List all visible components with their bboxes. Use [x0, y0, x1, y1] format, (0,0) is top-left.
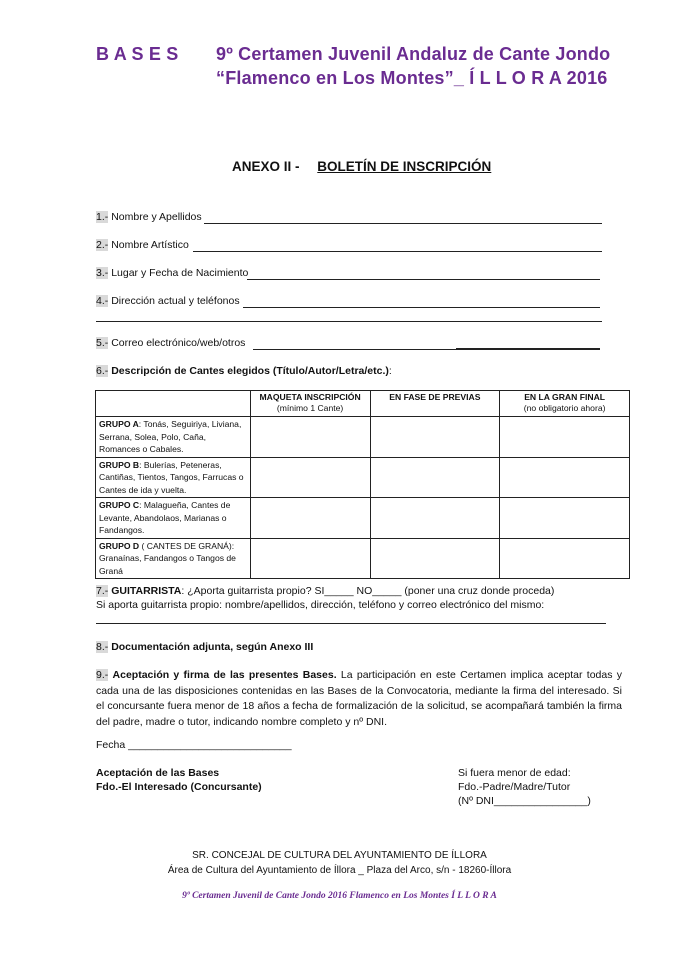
- field-5-number: 5.-: [96, 337, 109, 349]
- signature-left-2: Fdo.-El Interesado (Concursante): [96, 781, 262, 793]
- fecha-field[interactable]: Fecha ____________________________: [96, 739, 292, 751]
- cantes-table: [95, 390, 630, 579]
- field-2-input-line[interactable]: [193, 251, 602, 252]
- field-3: [96, 267, 248, 279]
- col-2-title: EN FASE DE PREVIAS: [389, 392, 481, 402]
- signature-right-3[interactable]: (Nº DNI________________): [458, 795, 591, 807]
- table-row: [96, 417, 630, 458]
- group-b-cell: [96, 457, 251, 498]
- group-a-sep: :: [138, 419, 142, 429]
- group-d-maqueta-cell[interactable]: [250, 538, 370, 579]
- group-a-maqueta-cell[interactable]: [250, 417, 370, 458]
- group-b-desc: Bulerías, Peteneras, Cantiñas, Tientos, Tangos, Farrucas o Cantes de ida y vuelta.: [99, 459, 244, 495]
- group-a-cell: [96, 417, 251, 458]
- section-7-text1: : ¿Aporta guitarrista propio? SI_____ NO_____ (poner una cruz donde proceda): [181, 585, 555, 597]
- group-c-desc: Malagueña, Cantes de Levante, Abandolaos, Marianas o Fandangos.: [99, 500, 231, 535]
- section-7-input-line[interactable]: [96, 623, 606, 624]
- table-header-empty: [96, 391, 251, 417]
- group-a-final-cell[interactable]: [500, 417, 630, 458]
- field-2-label: Nombre Artístico: [111, 239, 189, 251]
- group-b-name: GRUPO B: [99, 459, 140, 470]
- field-4-input-line-2[interactable]: [96, 321, 602, 322]
- col-1-sub: (mínimo 1 Cante): [276, 403, 344, 413]
- group-c-maqueta-cell[interactable]: [250, 498, 370, 539]
- section-9: [96, 668, 622, 730]
- field-1-number: 1.-: [96, 211, 109, 223]
- field-4-label: Dirección actual y teléfonos: [111, 295, 240, 307]
- section-8-number: 8.-: [96, 641, 109, 653]
- field-5-input-line-bold: [456, 348, 600, 350]
- field-2: [96, 239, 189, 251]
- signature-left-1: Aceptación de las Bases: [96, 767, 220, 779]
- group-b-sep: :: [139, 459, 142, 470]
- section-9-label: Aceptación y firma de las presentes Bases.: [112, 669, 337, 681]
- signature-right-2: Fdo.-Padre/Madre/Tutor: [458, 781, 571, 793]
- section-8: [96, 641, 313, 653]
- field-4-input-line[interactable]: [243, 307, 600, 308]
- group-d-name: GRUPO D: [99, 540, 140, 551]
- group-c-sep: :: [139, 500, 142, 510]
- section-9-text: La participación en este Certamen implica aceptar todas y cada una de las disposiciones contenidas en las Bases de la Convocatoria, mediante la firma del interesado. Si el concursante fuera menor de 18 años a fecha de formalización de la solicitud, se acompañará también la firma del padre, madre o tutor, indicando nombre completo y nº DNI.: [96, 669, 622, 728]
- group-d-sep: ( CANTES DE GRANÁ):: [139, 540, 235, 551]
- table-header-maqueta: [250, 391, 370, 417]
- table-row: [96, 498, 630, 539]
- header-title-line1: 9º Certamen Juvenil Andaluz de Cante Jondo: [216, 44, 611, 64]
- col-3-sub: (no obligatorio ahora): [523, 403, 606, 413]
- section-6-number: 6.-: [96, 365, 109, 377]
- table-header-previas: [370, 391, 500, 417]
- annex-prefix: ANEXO II -: [232, 159, 300, 174]
- field-5: [96, 337, 245, 349]
- section-7-number: 7.-: [96, 585, 109, 597]
- annex-title: [232, 159, 491, 174]
- table-header-row: [96, 391, 630, 417]
- group-d-final-cell[interactable]: [500, 538, 630, 579]
- section-7-text2: Si aporta guitarrista propio: nombre/apellidos, dirección, teléfono y correo electrónico del mismo:: [96, 599, 545, 611]
- field-1: [96, 211, 202, 223]
- group-d-cell: [96, 538, 251, 579]
- header-title-line2: “Flamenco en Los Montes”_ Í L L O R A 2016: [216, 68, 608, 88]
- group-d-desc: Granaínas, Fandangos o Tangos de Graná: [99, 553, 236, 576]
- field-4: [96, 295, 240, 307]
- group-b-maqueta-cell[interactable]: [250, 457, 370, 498]
- footer-line-2: Área de Cultura del Ayuntamiento de Íllora _ Plaza del Arco, s/n - 18260-Íllora: [167, 865, 512, 876]
- group-a-previas-cell[interactable]: [370, 417, 500, 458]
- header-bases: B A S E S: [96, 44, 179, 64]
- field-4-number: 4.-: [96, 295, 109, 307]
- signature-right-1: Si fuera menor de edad:: [458, 767, 571, 779]
- group-a-desc: Tonás, Seguiriya, Liviana, Serrana, Solea, Polo, Caña, Romances o Cabales.: [99, 419, 242, 454]
- field-3-input-line[interactable]: [247, 279, 600, 280]
- col-3-title: EN LA GRAN FINAL: [524, 392, 606, 402]
- field-1-label: Nombre y Apellidos: [111, 211, 202, 223]
- table-header-final: [500, 391, 630, 417]
- group-c-previas-cell[interactable]: [370, 498, 500, 539]
- group-a-name: GRUPO A: [99, 419, 139, 429]
- group-d-previas-cell[interactable]: [370, 538, 500, 579]
- section-6-suffix: :: [388, 365, 392, 377]
- group-c-final-cell[interactable]: [500, 498, 630, 539]
- section-8-label: Documentación adjunta, según Anexo III: [111, 641, 314, 653]
- footer-line-3: 9º Certamen Juvenil de Cante Jondo 2016 Flamenco en Los Montes Í L L O R A: [182, 891, 497, 901]
- col-1-title: MAQUETA INSCRIPCIÓN: [259, 392, 361, 402]
- table-row: [96, 538, 630, 579]
- group-b-final-cell[interactable]: [500, 457, 630, 498]
- field-3-label: Lugar y Fecha de Nacimiento: [111, 267, 249, 279]
- section-9-number: 9.-: [96, 669, 109, 681]
- group-c-name: GRUPO C: [99, 500, 140, 510]
- field-5-label: Correo electrónico/web/otros: [111, 337, 246, 349]
- group-b-previas-cell[interactable]: [370, 457, 500, 498]
- section-6: [96, 365, 392, 377]
- annex-heading: BOLETÍN DE INSCRIPCIÓN: [317, 159, 492, 174]
- table-row: [96, 457, 630, 498]
- field-3-number: 3.-: [96, 267, 109, 279]
- section-7-label: GUITARRISTA: [111, 585, 182, 597]
- group-c-cell: [96, 498, 251, 539]
- section-7: [96, 585, 554, 597]
- section-6-label: Descripción de Cantes elegidos (Título/Autor/Letra/etc.): [111, 365, 389, 377]
- footer-line-1: SR. CONCEJAL DE CULTURA DEL AYUNTAMIENTO DE ÍLLORA: [192, 850, 487, 861]
- field-2-number: 2.-: [96, 239, 109, 251]
- field-1-input-line[interactable]: [204, 223, 602, 224]
